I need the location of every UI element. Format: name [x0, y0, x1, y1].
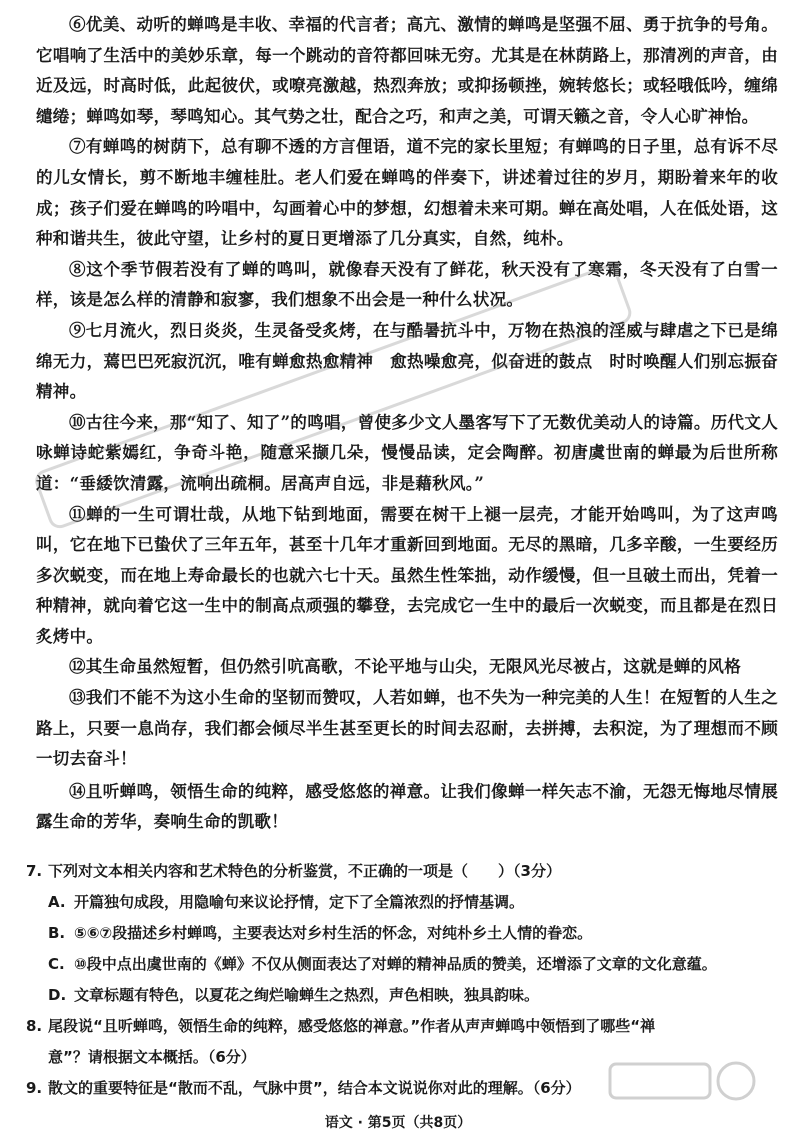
- option-letter: A.: [48, 893, 66, 911]
- question-number: 8.: [26, 1017, 43, 1035]
- question-7: [26, 856, 778, 887]
- question-stem: 下列对文本相关内容和艺术特色的分析鉴赏，不正确的一项是（ ）（3分）: [48, 862, 561, 880]
- question-stem: 尾段说“且听蝉鸣，领悟生命的纯粹，感受悠悠的禅意。”作者从声声蝉鸣中领悟到了哪些“禅: [48, 1017, 656, 1035]
- passage: [36, 10, 778, 838]
- option-c: [26, 949, 778, 980]
- option-text: ⑩段中点出虞世南的《蝉》不仅从侧面表达了对蝉的精神品质的赞美，还增添了文章的文化意蕴。: [74, 955, 717, 973]
- question-number: 9.: [26, 1079, 43, 1097]
- option-text: 开篇独句成段，用隐喻句来议论抒情，定下了全篇浓烈的抒情基调。: [74, 893, 525, 911]
- question-9: [26, 1073, 778, 1104]
- questions-section: [26, 856, 778, 1104]
- option-letter: B.: [48, 924, 66, 942]
- page-footer: 语文 · 第5页（共8页）: [324, 1115, 472, 1131]
- paragraph-10: ⑩古往今来，那“知了、知了”的鸣唱，曾使多少文人墨客写下了无数优美动人的诗篇。历代文人咏蝉诗蛇紫嫣红，争奇斗艳，随意采撷几朵，慢慢品读，定会陶醉。初唐虞世南的蝉最为后世所称道：“垂緌饮清露，流响出疏桐。居高声自远，非是藉秋风。”: [36, 412, 778, 493]
- question-8-continued: 意”？请根据文本概括。（6分）: [48, 1048, 256, 1066]
- option-letter: C.: [48, 955, 65, 973]
- option-text: ⑤⑥⑦段描述乡村蝉鸣，主要表达对乡村生活的怀念，对纯朴乡土人情的眷恋。: [74, 924, 593, 942]
- option-text: 文章标题有特色，以夏花之绚烂喻蝉生之热烈，声色相映，独具韵味。: [74, 986, 540, 1004]
- paragraph-11: ⑪蝉的一生可谓壮哉，从地下钻到地面，需要在树干上褪一层壳，才能开始鸣叫，为了这声鸣叫，它在地下已蛰伏了三年五年，甚至十几年才重新回到地面。无尽的黑暗，几多辛酸，一生要经历多次蜕变，而在地上寿命最长的也就六七十天。虽然生性笨拙，动作缓慢，但一旦破土而出，凭着一种精神，就向着它这一生中的制高点顽强的攀登，去完成它一生中的最后一次蜕变，而且都是在烈日炙烤中。: [36, 504, 778, 646]
- option-b: [26, 918, 778, 949]
- paragraph-8: ⑧这个季节假若没有了蝉的鸣叫，就像春天没有了鲜花，秋天没有了寒霜，冬天没有了白雪一样，该是怎么样的清静和寂寥，我们想象不出会是一种什么状况。: [36, 259, 778, 310]
- option-a: [26, 887, 778, 918]
- question-8: [26, 1011, 778, 1042]
- paragraph-12: ⑫其生命虽然短暂，但仍然引吭高歌，不论平地与山尖，无限风光尽被占，这就是蝉的风格: [69, 657, 741, 677]
- option-letter: D.: [48, 986, 67, 1004]
- question-number: 7.: [26, 862, 43, 880]
- paragraph-6: ⑥优美、动听的蝉鸣是丰收、幸福的代言者；高亢、激情的蝉鸣是坚强不屈、勇于抗争的号角。它唱响了生活中的美妙乐章，每一个跳动的音符都回味无穷。尤其是在林荫路上，那清冽的声音，由近及远，时高时低，此起彼伏，或嘹亮激越，热烈奔放；或抑扬顿挫，婉转悠长；或轻哦低吟，缠绵缱绻；蝉鸣如琴，琴鸣知心。其气势之壮，配合之巧，和声之美，可谓天籁之音，令人心旷神怡。: [36, 15, 778, 126]
- paragraph-7: ⑦有蝉鸣的树荫下，总有聊不透的方言俚语，道不完的家长里短；有蝉鸣的日子里，总有诉不尽的儿女情长，剪不断地丰缠桂肚。老人们爱在蝉鸣的伴奏下，讲述着过往的岁月，期盼着来年的收成；孩子们爱在蝉鸣的吟唱中，勾画着心中的梦想，幻想着未来可期。蝉在高处唱，人在低处语，这种和谐共生，彼此守望，让乡村的夏日更增添了几分真实，自然，纯朴。: [36, 137, 778, 249]
- paragraph-9: ⑨七月流火，烈日炎炎，生灵备受炙烤，在与酷暑抗斗中，万物在热浪的淫威与肆虐之下已是绵绵无力，蔫巴巴死寂沉沉，唯有蝉愈热愈精神 愈热噪愈亮，似奋进的鼓点 时时唤醒人们别忘振奋精神。: [36, 320, 778, 402]
- paragraph-14: ⑭且听蝉鸣，领悟生命的纯粹，感受悠悠的禅意。让我们像蝉一样矢志不渝，无怨无悔地尽情展露生命的芳华，奏响生命的凯歌！: [36, 781, 778, 832]
- question-stem: 散文的重要特征是“散而不乱，气脉中贯”，结合本文说说你对此的理解。（6分）: [48, 1079, 581, 1097]
- option-d: [26, 980, 778, 1011]
- paragraph-13: ⑬我们不能不为这小生命的坚韧而赞叹，人若如蝉，也不失为一种完美的人生！在短暂的人生之路上，只要一息尚存，我们都会倾尽半生甚至更长的时间去忍耐，去拼搏，去积淀，为了理想而不顾一切去奋斗！: [36, 688, 778, 769]
